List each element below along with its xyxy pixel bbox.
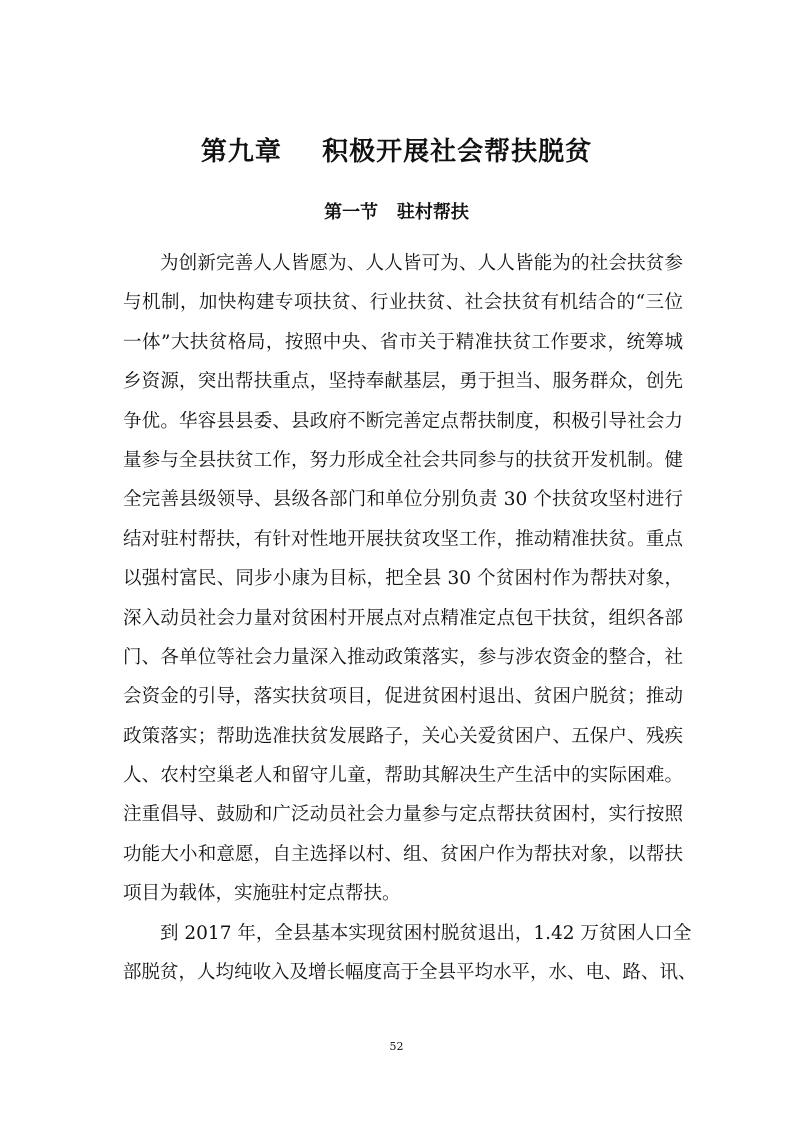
- paragraph-line: 政策落实；帮助选准扶贫发展路子，关心关爱贫困户、五保户、残疾: [123, 725, 683, 747]
- paragraph-line: 项目为载体，实施驻村定点帮扶。: [123, 883, 401, 905]
- body-text: [123, 244, 697, 992]
- paragraph-line: 到 2017 年，全县基本实现贫困村脱贫退出，1.42 万贫困人口全: [160, 922, 692, 944]
- paragraph-line: 结对驻村帮扶，有针对性地开展扶贫攻坚工作，推动精准扶贫。重点: [123, 528, 683, 550]
- paragraph-line: 会资金的引导，落实扶贫项目，促进贫困村退出、贫困户脱贫；推动: [123, 686, 683, 708]
- chapter-title: 第九章 积极开展社会帮扶脱贫: [200, 137, 593, 167]
- paragraph-line: 功能大小和意愿，自主选择以村、组、贫困户作为帮扶对象，以帮扶: [123, 843, 683, 865]
- paragraph-line: 人、农村空巢老人和留守儿童，帮助其解决生产生活中的实际困难。: [123, 765, 683, 787]
- paragraph-line: 深入动员社会力量对贫困村开展点对点精准定点包干扶贫，组织各部: [123, 607, 683, 629]
- section-title: 第一节 驻村帮扶: [324, 202, 469, 223]
- paragraph-line: 门、各单位等社会力量深入推动政策落实，参与涉农资金的整合，社: [123, 646, 683, 668]
- paragraph-line: 为创新完善人人皆愿为、人人皆可为、人人皆能为的社会扶贫参: [160, 253, 683, 274]
- paragraph-line: 量参与全县扶贫工作，努力形成全社会共同参与的扶贫开发机制。健: [123, 449, 683, 471]
- paragraph-line: 以强村富民、同步小康为目标，把全县 30 个贫困村作为帮扶对象，: [123, 568, 683, 590]
- paragraph-line: 争优。华容县县委、县政府不断完善定点帮扶制度，积极引导社会力: [123, 410, 683, 432]
- paragraph-line: 乡资源，突出帮扶重点，坚持奉献基层，勇于担当、服务群众，创先: [123, 371, 683, 393]
- page-number: 52: [389, 1040, 404, 1053]
- paragraph-line: 部脱贫，人均纯收入及增长幅度高于全县平均水平，水、电、路、讯、: [123, 962, 697, 984]
- paragraph-line: 一体”大扶贫格局，按照中央、省市关于精准扶贫工作要求，统筹城: [123, 331, 683, 353]
- paragraph-line: 注重倡导、鼓励和广泛动员社会力量参与定点帮扶贫困村，实行按照: [123, 804, 683, 826]
- paragraph-line: 全完善县级领导、县级各部门和单位分别负责 30 个扶贫攻坚村进行: [123, 489, 683, 511]
- paragraph-line: 与机制，加快构建专项扶贫、行业扶贫、社会扶贫有机结合的“三位: [123, 292, 683, 314]
